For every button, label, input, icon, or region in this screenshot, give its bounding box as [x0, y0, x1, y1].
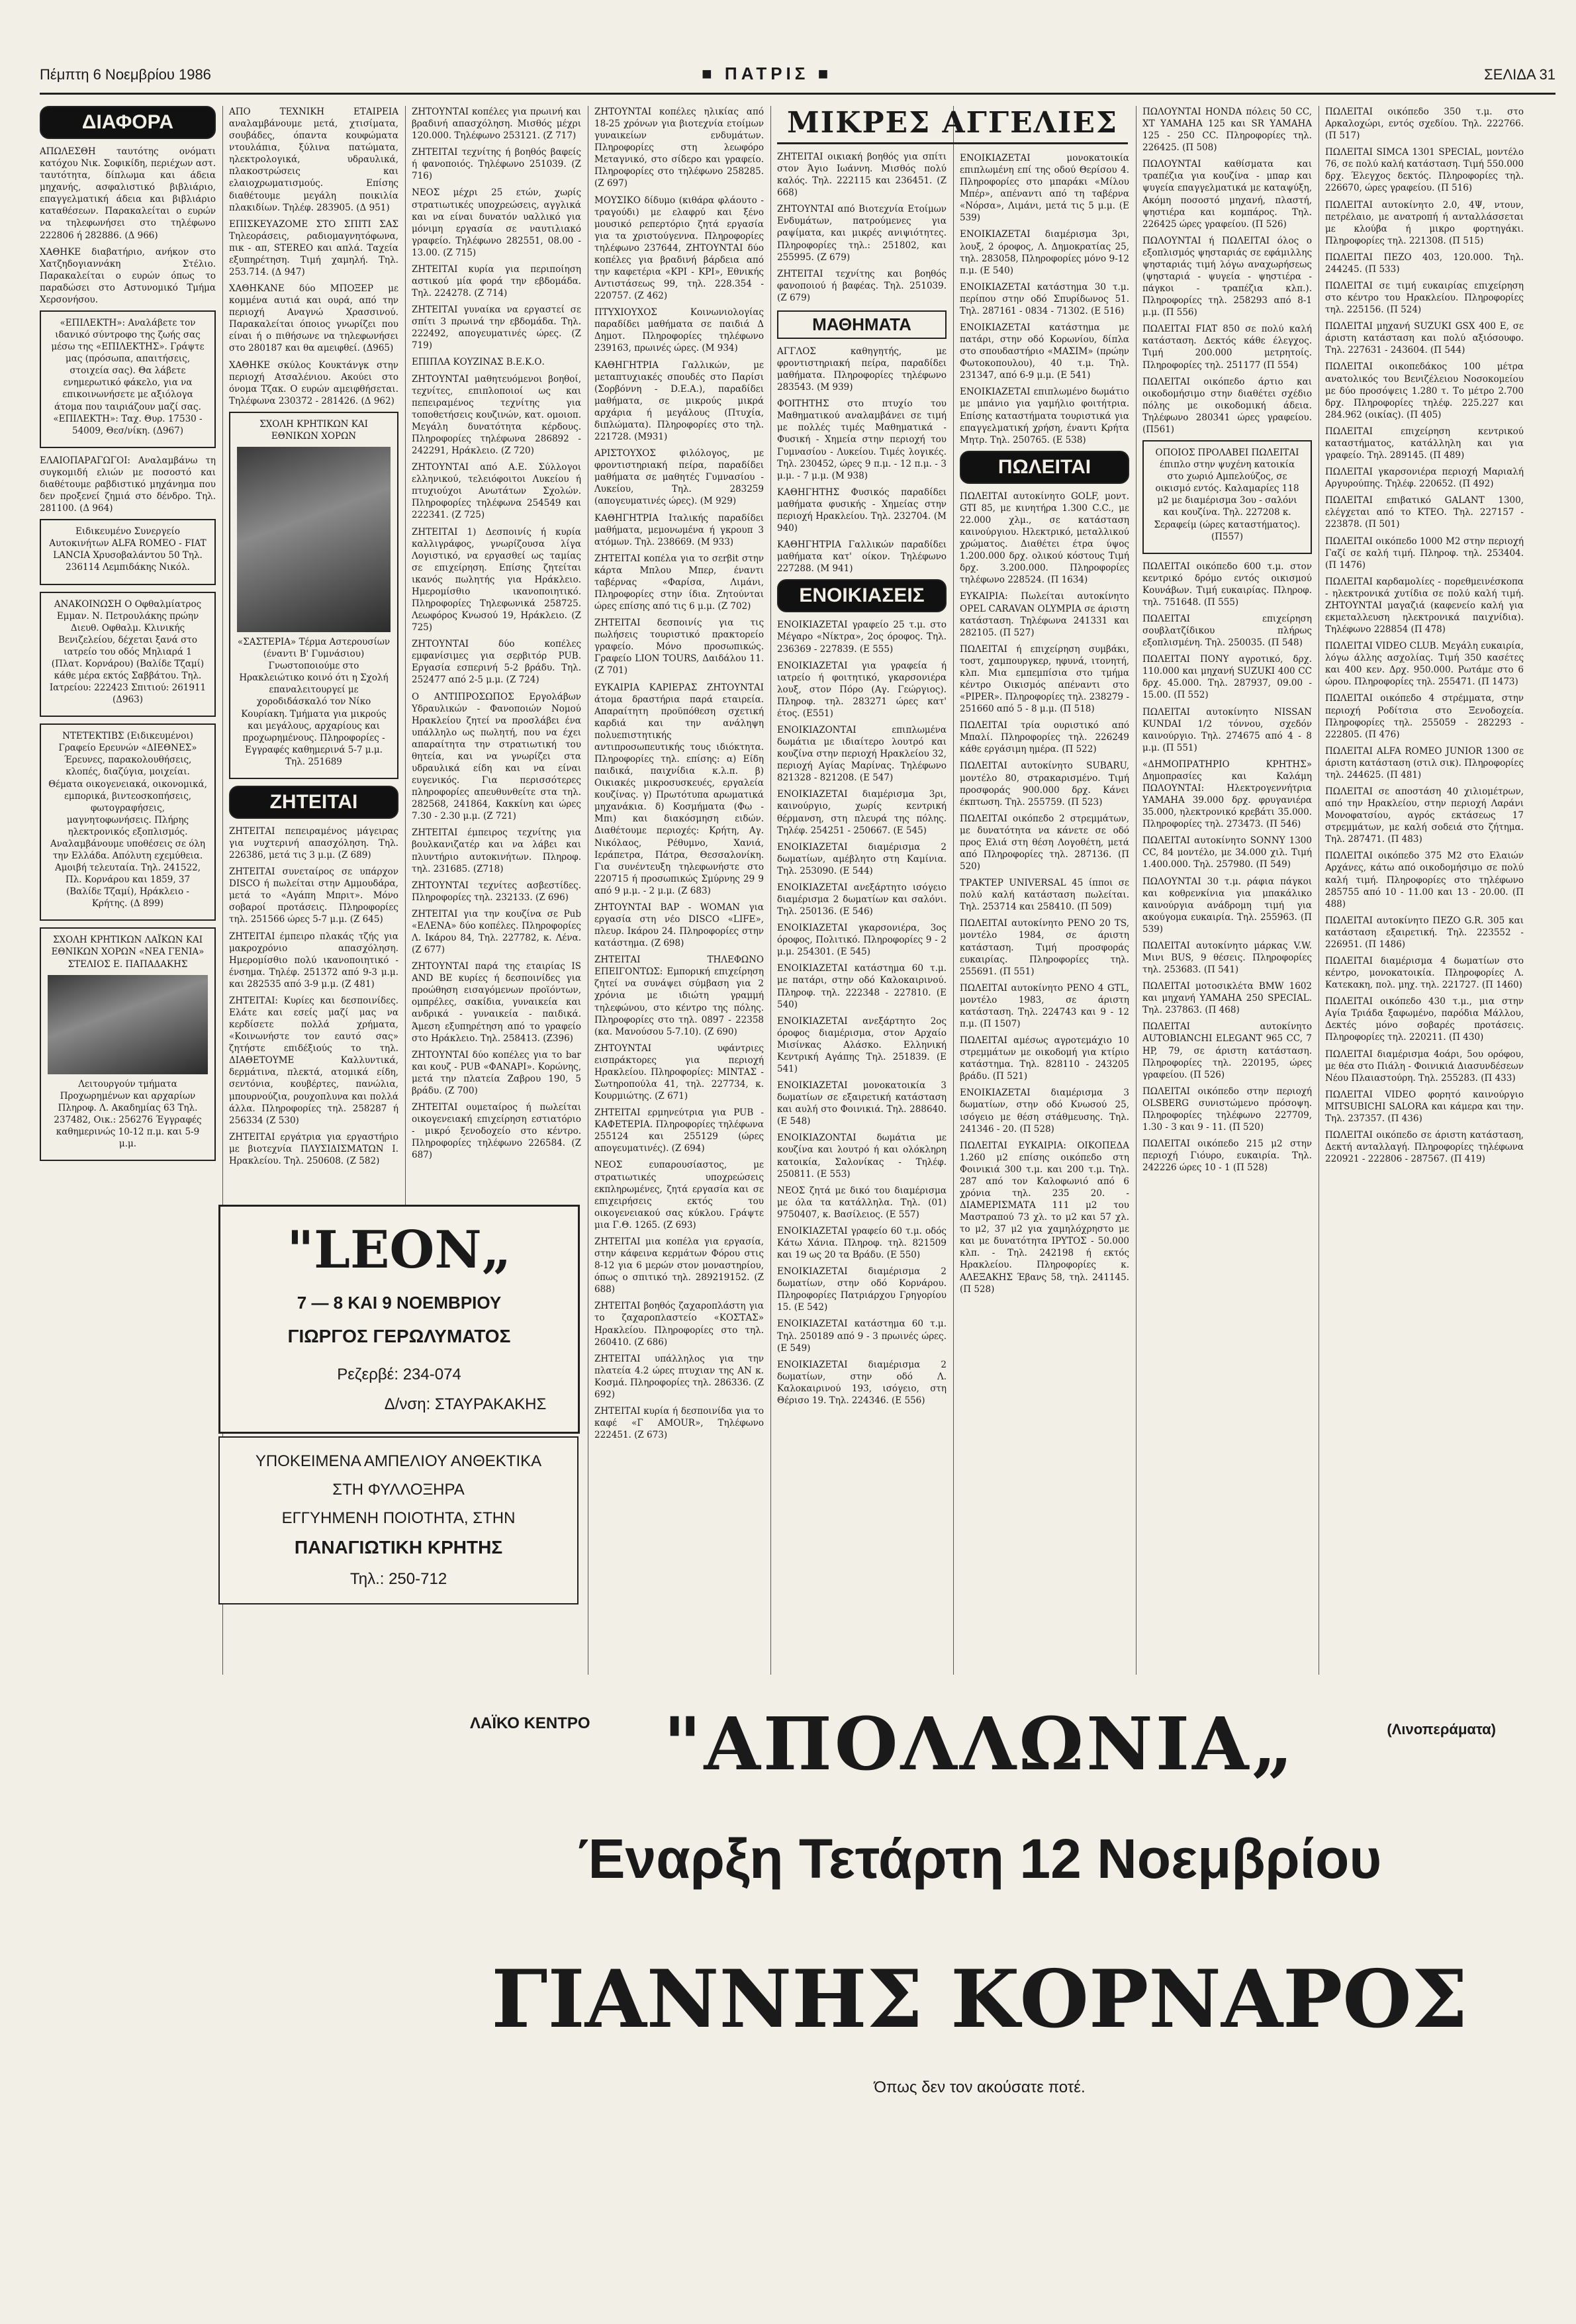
- apollonia-tagline: Όπως δεν τον ακούσατε ποτέ.: [874, 2078, 1086, 2096]
- column-7: [1142, 106, 1312, 1178]
- classified-ad: ΖΗΤΕΙΤΑΙ γυναίκα να εργαστεί σε σπίτι 3 πρωινά την εβδομάδα. Τηλ. 222492, απογευματινές ώρες. (Ζ 719): [412, 304, 581, 351]
- classified-ad: ΠΩΛΕΙΤΑΙ αυτοκίνητο ΡΕΝΟ 20 TS, μοντέλο 1984, σε άριστη κατάσταση. Τιμή προσφοράς ευκαιρίας. Πληροφορίες τηλ. 255691. (Π 551): [960, 918, 1129, 977]
- classified-ad: ΧΑΘΗΚΕ διαβατήριο, ανήκον στο Χατζηδογιαννάκη Στέλιο. Παρακαλείται ο ευρών όπως το παραδώσει στο Αστυνομικό Τμήμα Χερσονήσου.: [40, 246, 216, 305]
- classified-ad: ΠΩΛΕΙΤΑΙ ALFA ROMEO JUNIOR 1300 σε άριστη κατάσταση (στιλ σικ). Πληροφορίες τηλ. 244625. (Π 481): [1325, 745, 1524, 780]
- column-rule: [953, 106, 954, 1675]
- column-3: [412, 106, 581, 1166]
- apollonia-location: (Λινοπεράματα): [1387, 1721, 1496, 1738]
- classified-ad: ΤΡΑΚΤΕΡ UNIVERSAL 45 ίπποι σε πολύ καλή κατάσταση πωλείται. Τηλ. 253714 και 258410. (Π 509): [960, 878, 1129, 913]
- classified-ad: ΕΠΙΣΚΕΥΑΖΟΜΕ ΣΤΟ ΣΠΙΤΙ ΣΑΣ Τηλεοράσεις, ραδιομαγνητόφωνα, πικ - απ, STEREO και απλά. Ταχεία εξυπηρέτηση. Τιμή χαμηλή. Τηλ. 253.714. (Δ 947): [229, 218, 398, 278]
- classified-ad: ΚΑΘΗΓΗΤΡΙΑ Ιταλικής παραδίδει μαθήματα, μεμονωμένα ή γκρουπ 3 ατόμων. Τηλ. 238669. (Μ 933): [594, 512, 764, 547]
- section-enoikiaseis: ΕΝΟΙΚΙΑΣΕΙΣ: [777, 579, 947, 612]
- classified-ad: ΕΝΟΙΚΙΑΖΕΤΑΙ επιπλωμένο δωμάτιο με μπάνιο για γαμήλιο φοιτήτρια. Επίσης καταστήματα τουριστικά για επαγγελματική χρήση, έναντι Κρήτα Μητρ. Τηλ. 250765. (Ε 538): [960, 387, 1129, 445]
- classified-ad: ΕΝΟΙΚΙΑΖΕΤΑΙ για γραφεία ή ιατρείο ή φοιτητικό, γκαρσονιέρα λουξ, στον Πόρο (Αγ. Γεώργιος). Πληροφ. τηλ. 283271 ώρες κατ' έτος. (Ε551): [777, 660, 947, 719]
- classified-ad: ΖΗΤΕΙΤΑΙ κυρία για περιποίηση αστικού μία φορά την εβδομάδα. Τηλ. 224278. (Ζ 714): [412, 263, 581, 299]
- section-poleitai: ΠΩΛΕΙΤΑΙ: [960, 451, 1129, 484]
- vine-ad-line1: ΥΠΟΚΕΙΜΕΝΑ ΑΜΠΕΛΙΟΥ ΑΝΘΕΚΤΙΚΑ: [255, 1452, 542, 1470]
- classified-ad: ΑΠΩΛΕΣΘΗ ταυτότης ονόματι κατόχου Νικ. Σοφικίδη, περιέχων αστ. ταυτότητα, δίπλωμα και άδεια μηχανής, ασφαλιστικό βιβλιάριο, επαγγελματική άδεια και βιβλιάριο καταθέσεων. Παρακαλείται ο ευρών να τηλεφωνήσει στο τηλέφωνο 222806 ή 282886. (Δ 966): [40, 146, 216, 241]
- classified-ad: ΖΗΤΕΙΤΑΙ έμπειρος τεχνίτης για βουλκανιζατέρ και να λάβει και πλυντήριο αυτοκινήτων. Πληροφ. τηλ. 231685. (Ζ718): [412, 827, 581, 874]
- classified-ad: ΖΗΤΕΙΤΑΙ για την κουζίνα σε Pub «ΕΛΕΝΑ» δύο κοπέλες. Πληροφορίες Λ. Ικάρου 84, Τηλ. 227782, κ. Λένα. (Ζ 677): [412, 908, 581, 956]
- classified-ad: Λειτουργούν τμήματα Προχωρημένων και αρχαρίων Πληροφ. Λ. Ακαδημίας 63 Τηλ. 237482, Οικ.: 256276 Έγγραφές καθημερινώς 10-12 π.μ. και 5-9 μ.μ.: [54, 1078, 202, 1149]
- classified-ad: ΠΩΛΕΙΤΑΙ οικόπεδο 2 στρεμμάτων, με δυνατότητα να κάνετε σε οδό προς Ελιά στη θέση Λογοθέτη, μετά από Πληροφορίες τηλ. 287136. (Π 520): [960, 813, 1129, 872]
- column-1: [40, 106, 216, 1168]
- classified-ad: ΖΗΤΕΙΤΑΙ ΤΗΛΕΦΩΝΟ ΕΠΕΙΓΟΝΤΩΣ: Εμπορική επιχείρηση ζητεί να συνάψει σύμβαση για 2 χρόνια με ιδιώτη γραμμή τηλεφώνου, στο κέντρο της πόλης. Πληροφορίες στο τηλ. 0897 - 22358 (κα. Μανούσου 5-7.10). (Ζ 690): [594, 954, 764, 1037]
- classified-ad: ΠΩΛΕΙΤΑΙ αυτοκίνητο SONNY 1300 CC, 84 μοντέλο, με 34.000 χιλ. Τιμή 1.400.000. Τηλ. 257980. (Π 549): [1142, 835, 1312, 870]
- classified-ad: ΕΝΟΙΚΙΑΖΟΝΤΑΙ επιπλωμένα δωμάτια με ιδιαίτερο λουτρό και κουζίνα στην περιοχή Ηρακλείου 32, περιοχή Αγίας Μαρίνας. Τηλέφωνο 821328 - 821208. (Ε 547): [777, 724, 947, 784]
- section-zitountai: ΖΗΤΕΙΤΑΙ: [229, 786, 398, 819]
- classified-ad: ΠΩΛΟΥΝΤΑΙ HONDA πόλεις 50 CC, ΧΤ ΥΑΜΑΗΑ 125 και SR ΥΑΜΑΗΑ 125 - 250 CC. Πληροφορίες τηλ. 226425. (Π 508): [1142, 107, 1312, 154]
- classified-ad: ΖΗΤΕΙΤΑΙ κυρία ή δεσποινίδα για το καφέ «Γ AMOUR», Τηλέφωνο 222451. (Ζ 673): [594, 1405, 764, 1441]
- classified-ad: ΝΕΟΣ ευπαρουσίαστος, με στρατιωτικές υποχρεώσεις εκπληρωμένες, ζητά εργασία και σε επιχειρήσεις εκτός του οικογενειακού σας κύκλου. Γράψτε μια Γ.Θ. 1265. (Ζ 693): [594, 1160, 764, 1231]
- classified-ad: ΠΩΛΕΙΤΑΙ επιχείρηση σουβλατζίδικου πλήρως εξοπλισμένη. Τηλ. 250035. (Π 548): [1142, 613, 1312, 649]
- classified-ad: ΖΗΤΕΙΤΑΙ πεπειραμένος μάγειρας για νυχτερινή απασχόληση. Τηλ. 226386, μετά τις 3 μ.μ. (Ζ 689): [229, 825, 398, 861]
- newspaper-name: ■ ΠΑΤΡΙΣ ■: [702, 64, 833, 83]
- classified-ad: ΠΩΛΟΥΝΤΑΙ καθίσματα και τραπέζια για κουζίνα - μπαρ και ψυγεία επαγγελματικά με καταψύξη, Ακόμη ποσοστό μηχανή, πλαστή, ψηστιέρα και κομπάρος. Τηλ. 226425 ώρες γραφείου. (Π 526): [1142, 159, 1312, 230]
- column-2: [229, 106, 398, 1172]
- classified-ad: ΠΩΛΕΙΤΑΙ αυτοκίνητο ΡΕΝΟ 4 GTL, μοντέλο 1983, σε άριστη κατάσταση. Τηλ. 224743 και 9 - 12 π.μ. (Π 1507): [960, 982, 1129, 1029]
- apollonia-display-ad: [410, 1695, 1549, 2237]
- classified-ad: ΖΗΤΟΥΝΤΑΙ δύο κοπέλες για το bar και κουζ - PUB «ΦΑΝΑΡΙ». Κορώνης, μετά την πλατεία Ζαβρου 190, 5 βράδυ. (Ζ 700): [412, 1049, 581, 1096]
- classified-ad: «ΣΑΣΤΕΡΙΑ» Τέρμα Αστερουσίων (έναντι Β' Γυμνάσιου) Γνωστοποιούμε στο Ηρακλειώτικο κοινό ότι η Σχολή επαναλειτουργεί με χοροδιδάσκαλό τον Νίκο Κουρίακη. Τμήματα για μικρούς και μεγάλους, αρχαρίους και προχωρημένους. Πληροφορίες - Εγγραφές καθημερινά 5-7 μ.μ. Τηλ. 251689: [237, 637, 391, 767]
- classified-ad: ΕΝΟΙΚΙΑΖΕΤΑΙ διαμέρισμα 2 δωματίων, αμέβλητο στη Καμίνια. Τηλ. 253090. (Ε 544): [777, 841, 947, 876]
- classified-ad: ΕΝΟΙΚΙΑΖΕΤΑΙ διαμέρισμα 2 δωματίων, στην οδό Κορνάρου. Πληροφορίες Πατριάρχου Γρηγορίου 15. (Ε 542): [777, 1266, 947, 1313]
- boxed-ad: [40, 592, 216, 718]
- classified-ad: ΖΗΤΕΙΤΑΙ υπάλληλος για την πλατεία 4.2 ώρες πτυχιαν της ΑΝ κ. Κοσμά. Πληροφορίες τηλ. 286336. (Ζ 692): [594, 1353, 764, 1400]
- classified-ad: ΠΤΥΧΙΟΥΧΟΣ Κοινωνιολογίας παραδίδει μαθήματα σε παιδιά Δ Δημοτ. Πληροφορίες τηλέφωνο 239163, πρωινές ώρες. (Μ 934): [594, 307, 764, 354]
- classified-ad: ΖΗΤΕΙΤΑΙ βοηθός ζαχαροπλάστη για το ζαχαροπλαστείο «ΚΟΣΤΑΣ» Ηρακλείου. Πληροφορίες στο τηλ. 260410. (Ζ 686): [594, 1301, 764, 1348]
- page-header: [40, 66, 1555, 95]
- dancers-photo: [48, 975, 208, 1074]
- classified-ad: ΠΩΛΕΙΤΑΙ αυτοκίνητο AUTOBIANCHI ELEGANT 965 CC, 7 HP, 79, σε άριστη κατάσταση. Πληροφορίες τηλ. 220195, ώρες γραφείου. (Π 526): [1142, 1021, 1312, 1080]
- column-4: [594, 106, 764, 1446]
- classified-ad: «ΔΗΜΟΠΡΑΤΗΡΙΟ ΚΡΗΤΗΣ» Δημοπρασίες και Καλάμη ΠΩΛΟΥΝΤΑΙ: Ηλεκτρογεννήτρια ΥΑΜΑΗΑ 39.000 δρχ. φρυγανιέρα 35.000, ηλεκτρονικό κρεβάτι 35.000. Πληροφορίες τηλ. 273473. (Π 546): [1142, 759, 1312, 830]
- classified-ad: ΖΗΤΕΙΤΑΙ κοπέλα για το σεrβit στην κάρτα Μπλου Μπερ, έναντι ταβέρνας «Φαρίσα, Λιμάνι, Πληροφορίες στην ίδια. Ζητούνται ώρες επίσης από τις 6 μ.μ. (Ζ 702): [594, 553, 764, 612]
- classified-ad: ΚΑΘΗΓΗΤΡΙΑ Γαλλικών, με μεταπτυχιακές σπουδές στο Παρίσι (Σορβόννη - D.E.A.), παραδίδει μαθήματα, σε μικρούς μικρά αρχάρια ή μεγάλους (Πτυχία, διπλώματα). Πληροφορίες στο τηλ. 221728. (Μ931): [594, 359, 764, 443]
- classified-ad: «ΕΠΙΛΕΚΤΗ»: Αναλάβετε τον ιδανικό σύντροφο της ζωής σας μέσω της «ΕΠΙΛΕΚΤΗΣ». Γράψτε μας (πρόσωπα, απαιτήσεις, στοιχεία σας). Θα λάβετε ενημερωτικό φάκελο, για να επικοινωνήσετε με αξιόλογα άτομα που ταιριάζουν μαζί σας. «ΕΠΙΛΕΚΤΗ»: Ταχ. Θυρ. 17530 - 54009, Θεσ/νίκη. (Δ967): [51, 318, 205, 436]
- classified-ad: ΑΝΑΚΟΙΝΩΣΗ Ο Οφθαλμίατρος Εμμαν. Ν. Πετρουλάκης πρώην Διευθ. Οφθαλμ. Κλινικής Βενιζελείου, δέχεται ξανά στο ιατρείο του οδός Μηλιαρά 1 (Πλατ. Κορνάρου) (Βαλίδε Τζαμί) κάθε μέρα εκτός Σαββάτου. Τηλ. Ιατρείου: 222423 Σπιτιού: 261911 (Δ963): [49, 598, 207, 706]
- dance-school-title: ΣΧΟΛΗ ΚΡΗΤΙΚΩΝ ΛΑΪΚΩΝ ΚΑΙ ΕΘΝΙΚΩΝ ΧΟΡΩΝ «ΝΕΑ ΓΕΝΙΑ» ΣΤΕΛΙΟΣ Ε. ΠΑΠΑΔΑΚΗΣ: [51, 935, 205, 970]
- classified-ad: ΕΝΟΙΚΙΑΖΕΤΑΙ κατάστημα 60 τ.μ. Τηλ. 250189 από 9 - 3 πρωινές ώρες. (Ε 549): [777, 1319, 947, 1354]
- classified-ad: ΠΩΛΕΙΤΑΙ γκαρσονιέρα περιοχή Μαριαλή Αργυρούπης. Τηλέφ. 220652. (Π 492): [1325, 467, 1524, 490]
- classified-ad: ΕΝΟΙΚΙΑΖΕΤΑΙ μονοκατοικία επιπλωμένη επί της οδού Θερίσου 4. Πληροφορίες στο μπαράκι «Μίλου Μπέρ», απέναντι από τη ταβέρνα «Νόρσα», Λιμάνι, μετά τις 5 μ.μ. (Ε 539): [960, 153, 1129, 224]
- classified-ad: ΕΝΟΙΚΙΑΖΕΤΑΙ γραφείο 25 τ.μ. στο Μέγαρο «Νίκτρα», 2ος όροφος. Τηλ. 236369 - 227839. (Ε 555): [777, 620, 947, 655]
- classified-ad: ΠΩΛΕΙΤΑΙ οικοπεδάκος 100 μέτρα ανατολικός του Βενιζέλειου Νοσοκομείου με δύο προσόψεις 1.280 τ. Το μέτρο 2.700 δρχ. Πληροφορίες τηλέφ. 225.227 και 284.962 (οικίας). (Π 405): [1325, 361, 1524, 420]
- classified-ad: ΠΩΛΕΙΤΑΙ ΠΕΖΟ 403, 120.000. Τηλ. 244245. (Π 533): [1325, 252, 1524, 275]
- classified-ad: ΖΗΤΕΙΤΑΙ τεχνίτης ή βοηθός βαφείς ή φανοποιός. Τηλέφωνο 251039. (Ζ 716): [412, 147, 581, 182]
- classified-ad: ΕΥΚΑΙΡΙΑ: Πωλείται αυτοκίνητο OPEL CARAVAN OLYMPIA σε άριστη κατάσταση. Τηλέφωνα 241331 και 282105. (Π 527): [960, 591, 1129, 638]
- classified-ad: ΠΩΛΕΙΤΑΙ FIAT 850 σε πολύ καλή κατάσταση. Δεκτός κάθε έλεγχος. Τιμή 200.000 μετρητοίς. Πληροφορίες τηλ. 251177 (Π 554): [1142, 324, 1312, 371]
- vine-ad-line2: ΣΤΗ ΦΥΛΛΟΞΗΡΑ: [332, 1481, 465, 1499]
- dancer-photo: [237, 447, 391, 632]
- column-rule: [770, 106, 771, 1675]
- classified-ad: ΠΩΛΕΙΤΑΙ αυτοκίνητο NISSAN KUNDAI 1/2 τόννου, σχεδόν καινούργιο. Τηλ. 274675 από 4 - 8 μ.μ. (Π 551): [1142, 706, 1312, 753]
- classified-ad: ΠΩΛΕΙΤΑΙ αυτοκίνητο 2.0, 4Ψ, ντουν, πετρέλαιο, με ανατροπή ή ανταλλάσσεται με κλούβα ή μικρο φορτηγάκι. Πληροφορίες τηλ. 221308. (Π 515): [1325, 199, 1524, 246]
- classified-ad: ΠΩΛΕΙΤΑΙ διαμέρισμα 4 δωματίων στο κέντρο, μονοκατοικία. Πληροφορίες Λ. Κατεκακη, πολ. μηχ. τηλ. 221727. (Π 1460): [1325, 956, 1524, 991]
- classified-ad: ΕΝΟΙΚΙΑΖΕΤΑΙ γκαρσονιέρα, 3ος όροφος, Πολιτικό. Πληροφορίες 9 - 2 μ.μ. 254301. (Ε 545): [777, 923, 947, 958]
- classified-ad: ΕΠΙΠΛΑ ΚΟΥΖΙΝΑΣ Β.Ε.Κ.Ο.: [412, 357, 545, 368]
- classified-ad: ΚΑΘΗΓΗΤΡΙΑ Γαλλικών παραδίδει μαθήματα κατ' οίκον. Τηλέφωνο 227288. (Μ 941): [777, 539, 947, 575]
- classified-ad: ΠΩΛΕΙΤΑΙ τρία ουριστικό από Μπαλί. Πληροφορίες τηλ. 226249 κάθε εργάσιμη ημέρα. (Π 522): [960, 720, 1129, 755]
- classified-ad: ΠΩΛΟΥΝΤΑΙ ή ΠΩΛΕΙΤΑΙ όλος ο εξοπλισμός ψησταριάς σε εφάμιλλης ψησταριάς τιμή λόγω αναχωρήσεως (ψησταριά - ψυγεία - ψηστιέρα - πάγκοι - τραπέζια κλπ.). Πληροφορίες τηλ. 258293 από 8-1 μ.μ. (Π 556): [1142, 235, 1312, 318]
- classified-ad: ΜΟΥΣΙΚΟ δίδυμο (κιθάρα φλάουτο - τραγούδι) με ελαφρύ και ξένο μουσικό ρεπερτόριο ζητά εργασία για τα χριστούγεννα. Πληροφορίες τηλέφωνο 237644, ΖΗΤΟΥΝΤΑΙ δύο κοπέλες για βραδινή βάρδεια από την καφετέρια «ΚΡΙ - ΚΡΙ», Εθνικής Αντιστάσεως 99, τηλ. 228.354 - 220757. (Ζ 462): [594, 195, 764, 302]
- classified-ad: ΠΩΛΕΙΤΑΙ SIMCA 1301 SPECIAL, μοντέλο 76, σε πολύ καλή κατάσταση. Τιμή 550.000 δρχ. Έλεγχος δεκτός. Πληροφορίες τηλ. 226670, ώρες γραφείου. (Π 516): [1325, 147, 1524, 194]
- section-mathimata: ΜΑΘΗΜΑΤΑ: [777, 310, 947, 339]
- newspaper-page: [40, 20, 1555, 2310]
- classified-ad: ΕΝΟΙΚΙΑΖΕΤΑΙ διαμέρισμα 3ρι, λουξ, 2 όροφος, Λ. Δημοκρατίας 25, τηλ. 283058, Πληροφορίες μόνο 9-12 π.μ. (Ε 540): [960, 229, 1129, 276]
- boxed-ad: [40, 927, 216, 1161]
- classified-ad: ΠΩΛΕΙΤΑΙ διαμέρισμα 4οάρι, 5ου ορόφου, με θέα στο Πιάλη - Φοινικιά Διασυνδέσεων Νέου Πλαιαστούρη. Τηλ. 255283. (Π 433): [1325, 1048, 1524, 1084]
- classified-ad: ΖΗΤΟΥΝΤΑΙ μαθητευόμενοι βοηθοί, τεχνίτες, επιπλοποιοί ως και πεπειραμένος τεχνίτης για τοποθετήσεις κουζινών, κατ. ομοιοπ. Μεγάλη δυνατότητα κέρδους. Πληροφορίες τηλέφωνα 286892 - 242291, Ηράκλειο. (Ζ 720): [412, 373, 581, 457]
- classified-ad: ΠΩΛΕΙΤΑΙ οικόπεδο άρτιο και οικοδομήσιμο στην διαθέτει σχέδιο πόλης με οικοδομική άδεια. Τηλέφωνο 280341 ώρες γραφείου. (Π561): [1142, 376, 1312, 435]
- classified-ad: ΠΩΛΕΙΤΑΙ αμέσως αγροτεμάχιο 10 στρεμμάτων με οικοδομή για κτίριο κατάστημα. Τηλ. 828110 - 243205 βράδυ. (Π 521): [960, 1035, 1129, 1082]
- classified-ad: ΕΝΟΙΚΙΑΖΕΤΑΙ γραφείο 60 τ.μ. οδός Κάτω Χάνια. Πληροφ. τηλ. 821509 και 19 ως 20 τα Βράδυ. (Ε 550): [777, 1225, 947, 1261]
- classified-ad: ΠΩΛΕΙΤΑΙ οικόπεδο σε άριστη κατάσταση, Δεκτή ανταλλαγή. Πληροφορίες τηλέφωνα 220921 - 222806 - 287567. (Π 419): [1325, 1130, 1524, 1165]
- classified-ad: ΕΝΟΙΚΙΑΖΟΝΤΑΙ δωμάτια με κουζίνα και λουτρό ή και ολόκληρη κατοικία, Σαλονίκας - Τηλέφ. 250811. (Ε 553): [777, 1133, 947, 1180]
- classified-ad: ΕΝΟΙΚΙΑΖΕΤΑΙ ανεξάρτητο 2ος όροφος διαμέρισμα, στον Αρχαίο Μισίνκας Αλάσκο. Ελληνική Κεντρική Αγάπης Τηλ. 251839. (Ε 541): [777, 1015, 947, 1074]
- classified-ad: ΠΩΛΕΙΤΑΙ ή επιχείρηση συμβάκι, τοστ, χαμπουργκερ, ηφυνά, ιτονητή, κλπ. Μια εμπεμπίσια στο τμήμα κέντρο Οικισμός απέναντι στο «PIPER». Πληροφορίες τηλ. 238279 - 251660 από 5 - 8 μ.μ. (Π 518): [960, 643, 1129, 715]
- classified-ad: ΑΠΟ ΤΕΧΝΙΚΗ ΕΤΑΙΡΕΙΑ αναλαμβάνουμε μετά, χτισίματα, σουβάδες, όπαντα κουφώματα ντουλάπια, ξύλινα πατώματα, ηλεκτρολογικά, υδραυλικά, πλακοστρώσεις και ελαιοχρωματισμούς. Επίσης διαθέτουμε μεγάλη ποικιλία πλακιδίων. Τηλέφ. 283905. (Δ 951): [229, 107, 398, 213]
- column-6: [960, 152, 1129, 1300]
- classified-ad: ΖΗΤΟΥΝΤΑΙ ΒΑΡ - WOMAN για εργασία στη νέο DISCO «LIFE», πλευρ. Ικάρου 24. Πληροφορίες στην κατάστημα. (Ζ 698): [594, 902, 764, 949]
- classified-ad: ΠΩΛΕΙΤΑΙ επιχείρηση κεντρικού καταστήματος, κατάλληλη και για γραφείο. Τηλ. 289145. (Π 489): [1325, 426, 1524, 461]
- classified-ad: ΠΩΛΕΙΤΑΙ σε τιμή ευκαιρίας επιχείρηση στο κέντρο του Ηρακλείου. Πληροφορίες τηλ. 225156. (Π 524): [1325, 281, 1524, 316]
- classified-ad: ΕΝΟΙΚΙΑΖΕΤΑΙ ανεξάρτητο ισόγειο διαμέρισμα 2 δωματίων και σαλόνι. Τηλ. 250136. (Ε 546): [777, 882, 947, 917]
- section-diafora: ΔΙΑΦΟΡΑ: [40, 106, 216, 139]
- apollonia-artist: ΓΙΑΝΝΗΣ ΚΟΡΝΑΡΟΣ: [491, 1953, 1468, 2046]
- classified-ad: Ο ΑΝΤΙΠΡΟΣΩΠΟΣ Εργολάβων Υδραυλικών - Φανοποιών Νομού Ηρακλείου ζητεί να προσλάβει ένα υπάλληλο ως πωλητή, που να έχει απαραίτητα την στρατιωτική του θητεία, και να γνωρίζει στα υδραυλικά είδη και να είναι ευγενικός. Για περισσότερες πληροφορίες απευθυνθείτε στα τηλ. 282568, 241864, Κακκίνη και ώρες 7.30 - 2.30 μ.μ. (Ζ 721): [412, 691, 581, 822]
- classified-ad: ΠΩΛΕΙΤΑΙ οικόπεδο 600 τ.μ. στον κεντρικό δρόμο εντός οικισμού Κουνάβων. Τιμή ευκαιρίας. Πληροφ. τηλ. 751648. (Π 555): [1142, 561, 1312, 608]
- classified-ad: ΠΩΛΕΙΤΑΙ σε αποστάση 40 χιλιομέτρων, από την Ηρακλείου, στην περιοχή Λαράνι Μονοφατσίου, αγρός εκτάσεως 17 στρεμμάτων, με καλή σοδειά στο ζήτημα. Τηλ. 287471. (Π 483): [1325, 786, 1524, 845]
- classified-ad: ΠΩΛΕΙΤΑΙ οικόπεδο στην περιοχή OLSBERG συνιστώμενο πρόσοψη. Πληροφορίες τηλέφωνο 227709, 1.30 - 3 και 9 - 11. (Π 520): [1142, 1086, 1312, 1133]
- classified-ad: ΕΛΑΙΟΠΑΡΑΓΩΓΟΙ: Αναλαμβάνω τη συγκομιδή ελιών με ποσοστό και διαθέτουμε ραβδιστικό μηχάνημα που δεν προξενεί ζημιά στο δένδρο. Τηλ. 281100. (Δ 964): [40, 455, 216, 514]
- classified-ad: ΠΩΛΕΙΤΑΙ αυτοκίνητο μάρκας V.W. Μινι BUS, 9 θέσεις. Πληροφορίες τηλ. 253683. (Π 541): [1142, 940, 1312, 976]
- leon-name: "LEON„: [287, 1220, 512, 1280]
- classified-ad: ΑΡΙΣΤΟΥΧΟΣ φιλόλογος, με φροντιστηριακή πείρα, παραδίδει μαθήματα σε μαθητές Γυμνασίου - Λυκείου, Τηλ. 283259 (απογευματινές ώρες). (Μ 929): [594, 448, 764, 507]
- classified-ad: ΖΗΤΕΙΤΑΙ μια κοπέλα για εργασία, στην κάφεινα κερμάτων Φόρου στις 8-12 για 6 μερών στον μοναστηρίου, όπως ο σπιτικό τηλ. 289219152. (Ζ 688): [594, 1236, 764, 1295]
- classified-ad: ΝΤΕΤΕΚΤΙΒΣ (Ειδικευμένοι) Γραφείο Ερευνών «ΔΙΕΘΝΕΣ» Έρευνες, παρακολουθήσεις, κλοπές, διαζύγια, μοιχείαι. Θέματα οικογενειακά, οικονομικά, εμπορικά, βιντεοσκοπήσεις, φωτογραφήσεις, μαγνητοφωνήσεις. Πλήρης ηλεκτρονικός εξοπλισμός. Αναλαμβάνουμε υποθέσεις σε όλη την Ελλάδα. Απόλυτη εχεμύθεια. Αμοιβή τελευταία. Τηλ. 241522, Πλ. Κορνάρου και 1859, 37 (Βαλίδε Τζαμί), Ηράκλειο - Κρήτης. (Δ 899): [48, 731, 207, 909]
- leon-reservations: Ρεζερβέ: 234-074: [337, 1366, 461, 1383]
- vine-ad-line4: ΠΑΝΑΓΙΩΤΙΚΗ ΚΡΗΤΗΣ: [294, 1537, 503, 1557]
- classified-ad: ΖΗΤΕΙΤΑΙ: Κυρίες και δεσποινίδες. Ελάτε και εσείς μαζί μας να κερδίσετε πολλά χρήματα, «Κοινωνήστε τον εαυτό σας» ζητήστε επιδέξιούς το τηλ. ΔΙΑΘΕΤΟΥΜΕ Καλλυντικά, δερμάτινα, πλεκτά, ατομικά είδη, σεντόνια, κουβέρτες, πανώλια, μπουρνούζια, ρουχοπλυνα και πολλά άλλα. Πληροφορίες τηλ. 258287 ή 256334 (Ζ 530): [229, 995, 398, 1126]
- classified-ad: ΕΝΟΙΚΙΑΖΕΤΑΙ διαμέρισμα 3 δωματίων, στην οδό Κνωσού 25, ισόγειο με θέση στάθμευσης. Τηλ. 241346 - 20. (Π 528): [960, 1088, 1129, 1135]
- classified-ad: ΕΝΟΙΚΙΑΖΕΤΑΙ διαμέρισμα 2 δωματίων, στην οδό Λ. Καλοκαιρινού 193, ισόγειο, στη Θέρισο 19. Τηλ. 224346. (Ε 556): [777, 1359, 947, 1406]
- classified-ad: ΠΩΛΕΙΤΑΙ οικόπεδο 350 τ.μ. στο Αρκαλοχώρι, εντός σχεδίου. Τηλ. 222766. (Π 517): [1325, 107, 1524, 142]
- classified-ad: ΖΗΤΕΙΤΑΙ έμπειρο πλακάς τζής για μακροχρόνιο απασχόληση. Ημερομίσθιο πολύ ικανοποιητικό - ένσημα. Τηλέφ. 251372 από 9-3 μ.μ. και 282535 από 3-9 μ.μ. (Z 481): [229, 931, 398, 990]
- section-mikres-aggelies: ΜΙΚΡΕΣ ΑΓΓΕΛΙΕΣ: [777, 106, 1128, 144]
- classified-ad: ΖΗΤΕΙΤΑΙ ουμεταίρος ή πωλείται οικογενειακή επιχείρηση εστιατόριο - μικρό ξενοδοχείο στο κέντρο. Πληροφορίες τηλέφωνο 226584. (Ζ 687): [412, 1102, 581, 1161]
- page-number: ΣΕΛΙΔΑ 31: [1484, 66, 1555, 83]
- classified-ad: ΖΗΤΕΙΤΑΙ συνεταίρος σε υπάρχον DISCO ή πωλείται στην Αμμουδάρα, μετά το «Αγάπη Μπριτ». Μόνο σοβαροί προτάσεις. Πληροφορίες τηλ. 251566 ώρες 5-7 μ.μ. (Ζ 645): [229, 866, 398, 925]
- dance-school-title: ΣΧΟΛΗ ΚΡΗΤΙΚΩΝ ΚΑΙ ΕΘΝΙΚΩΝ ΧΟΡΩΝ: [259, 418, 368, 442]
- classified-ad: ΖΗΤΟΥΝΤΑΙ παρά της εταιρίας IS AND BE κυρίες ή δεσποινίδες για προώθηση εισαγόμενων προϊόντων, ομπρέλες, σακίδια, γυναικεία και ανδρικά - γυναικεία - παιδικά. Άμεση εξυπηρέτηση από το γραφείο στο Ηράκλειο. Τηλ. 258413. (Ζ396): [412, 961, 581, 1044]
- classified-ad: ΖΗΤΕΙΤΑΙ εργάτρια για εργαστήριο με βιοτεχνία ΠΛΥΣΙΔΙΣΜΑΤΩΝ Ι. Ηρακλείου. Τηλ. 250608. (Ζ 582): [229, 1131, 398, 1166]
- classified-ad: ΚΑΘΗΓΗΤΗΣ Φυσικός παραδίδει μαθήματα φυσικής - Χημείας στην περιοχή Ηρακλείου. Τηλ. 232704. (Μ 940): [777, 487, 947, 534]
- classified-ad: ΕΝΟΙΚΙΑΖΕΤΑΙ διαμέρισμα 3ρι, καινούργιο, χωρίς κεντρική θέρμανση, στη πλευρά της πόλης. Τηλέφ. 254251 - 250667. (Ε 545): [777, 789, 947, 836]
- classified-ad: ΠΩΛΕΙΤΑΙ αυτοκίνητο ΠΕΖΟ G.R. 305 και κατάσταση εξαιρετική. Τηλ. 223552 - 226951. (Π 1486): [1325, 915, 1524, 950]
- classified-ad: ΖΗΤΟΥΝΤΑΙ κοπέλες για πρωινή και βραδινή απασχόληση. Μισθός μέχρι 120.000. Τηλέφωνο 253121. (Ζ 717): [412, 107, 581, 142]
- classified-ad: ΠΩΛΕΙΤΑΙ καρδαμολίες - πορεθμεινέσκοπα - ηλεκτρονικά χυτίδια σε πολύ καλή τιμή. ΖΗΤΟΥΝΤΑΙ μαγαζιά (καφενείο καλή για εκμεταλλευση ηλεκτρονικά παιχνίδια). Τηλέφωνο 228854 (Π 478): [1325, 576, 1524, 635]
- leon-artist: ΓΙΩΡΓΟΣ ΓΕΡΩΛΥΜΑΤΟΣ: [287, 1326, 511, 1346]
- classified-ad: ΠΩΛΕΙΤΑΙ ΕΥΚΑΙΡΙΑ: ΟΙΚΟΠΕΔΑ 1.260 μ2 επίσης οικόπεδο στη Φοινικιά 300 τ.μ. και 200 τ.μ. Τηλ. 287 από τον Καλοφωνιό από 6 χρόνια τηλ. 235 20. - ΔΙΑΜΕΡΙΣΜΑΤΑ 111 μ2 του Μαστραπού 73 χλ. το μ2 και 57 χλ. το μ2, 37 μ2 για χαμηλόχρηστο με και με δυνατότητα ΙΡΥΤΟΣ - 50.000 κλπ. - Τηλ. 242198 ή εκτός Ηρακλείου. Πληροφορίες κ. ΑΛΕΞΑΚΗΣ Έβανς 58, τηλ. 241145. (Π 528): [960, 1140, 1129, 1295]
- leon-dates: 7 — 8 ΚΑΙ 9 ΝΟΕΜΒΡΙΟΥ: [297, 1293, 502, 1313]
- classified-ad: ΦΟΙΤΗΤΗΣ στο πτυχίο του Μαθηματικού αναλαμβάνει σε τιμή με πολλές τιμές Μαθηματικά - Φυσική - Χημεία στην περιοχή του Γυμνασίου - Λυκείου. Τιμές λογικές. Τηλ. 230452, ώρες 9 π.μ. - 12 π.μ. - 3 μ.μ. - 7 μ.μ. (Μ 938): [777, 398, 947, 481]
- classified-ad: ΖΗΤΕΙΤΑΙ 1) Δεσποινίς ή κυρία καλλιγράφος, γνωρίζουσα λίγα Λογιστικό, να εργασθεί ως ταμίας σε επιχείρηση. Επίσης ζητείται ικανός πωλητής για Ηράκλειο. Ημερομίσθιο ικανοποιητικό. Πληροφορίες Τηλεφωνικά 258725. Λεωφόρος Κνωσού 19, Ηράκλειο. (Ζ 725): [412, 526, 581, 633]
- classified-ad: ΠΩΛΕΙΤΑΙ οικόπεδο 1000 Μ2 στην περιοχή Γαζί σε καλή τιμή. Πληροφ. τηλ. 253404. (Π 1476): [1325, 535, 1524, 571]
- classified-ad: ΖΗΤΕΙΤΑΙ δεσποινίς για τις πωλήσεις τουριστικό πρακτορείο γραφείο. Μόνο προσωπικώς. Γραφείο LION TOURS, Δαιδάλου 11. (Ζ 701): [594, 618, 764, 676]
- classified-ad: ΟΠΟΙΟΣ ΠΡΟΛΑΒΕΙ ΠΩΛΕΙΤΑΙ έπιπλο στην ψυχένη κατοικία στο χωριό Αμπελούζος, σε οικισμό εντός. Καλαμαρίες 118 μ2 με διαμέρισμα 3ου - σαλόνι και κουζίνα. Τηλ. 227208 κ. Σεραφείμ (ώρες καταστήματος). (Π557): [1154, 447, 1301, 542]
- vine-rootstock-ad: [218, 1436, 579, 1604]
- classified-ad: ΖΗΤΕΙΤΑΙ οικιακή βοηθός για σπίτι στον Άγιο Ιωάννη. Μισθός πολύ καλός. Τηλ. 222115 και 236451. (Ζ 668): [777, 152, 947, 199]
- classified-ad: ΖΗΤΟΥΝΤΑΙ υφάντριες εισπράκτορες για περιοχή Ηρακλείου. Πληροφορίες: ΜΙΝΤΑΣ - Σωτηροπούλα 41, τηλ. 227734, κ. Κουρμιώτης. (Ζ 671): [594, 1043, 764, 1102]
- classified-ad: ΖΗΤΕΙΤΑΙ τεχνίτης και βοηθός φανοποιού ή βαφέας. Τηλ. 251039. (Ζ 679): [777, 268, 947, 303]
- vine-ad-line3: ΕΓΓΥΗΜΕΝΗ ΠΟΙΟΤΗΤΑ, ΣΤΗΝ: [281, 1509, 516, 1527]
- classified-ad: ΠΩΛΕΙΤΑΙ οικόπεδο 4 στρέμματα, στην περιοχή Ροδίτσια στο Ξενοδοχεία. Πληροφορίες τηλ. 255059 - 282293 - 222805. (Π 476): [1325, 693, 1524, 740]
- classified-ad: ΖΗΤΟΥΝΤΑΙ τεχνίτες ασβεστίδες. Πληροφορίες τηλ. 232133. (Ζ 696): [412, 880, 581, 903]
- column-8: [1325, 106, 1524, 1170]
- column-rule: [405, 106, 406, 1231]
- classified-ad: ΕΥΚΑΙΡΙΑ ΚΑΡΙΕΡΑΣ ΖΗΤΟΥΝΤΑΙ άτομα δραστήρια παρά εταιρεία. Απαραίτητη προϋπόθεση σχετική καρδιά και την ανάληψη πολυεπιστητικής αντιπροσωπευτικής τους ιδιόκτητα. Πληροφορίες τηλ. επίσης: α) Είδη παιδικά, παιχνίδια κ.λ.π. β) Οικιακές μικροσυσκευές, εργαλεία κουζίνας. γ) Πρωτότυπα αρωματικά μηχανάκια. δ) Κοσμήματα (Φω - Μπι) και διακόσμηση ειδών. Διαθέτουμε περιοχές: Κρήτη, Αγ. Νικόλαος, Ρέθυμνο, Χανιά, Ιεράπετρα, Πάτρα, Θεσσαλονίκη. Για συνέντευξη τηλεφωνήστε στο 220715 ή προσωπικώς Σμύρνης 29 9 από 9 μ.μ. - 2 μ.μ. (Ζ 683): [594, 682, 764, 896]
- classified-ad: ΠΩΛΕΙΤΑΙ VIDEO CLUB. Μεγάλη ευκαιρία, λόγω άλλης ασχολίας. Τιμή 350 κασέτες και 400 κεν. Δρχ. 950.000. Ρωτάμε στο 6 ώρου. Πληροφορίες τηλ. 255471. (Π 1473): [1325, 641, 1524, 688]
- leon-management: Δ/νση: ΣΤΑΥΡΑΚΑΚΗΣ: [384, 1395, 547, 1413]
- classified-ad: ΖΗΤΟΥΝΤΑΙ κοπέλες ηλικίας από 18-25 χρόνων για βιοτεχνία ετοίμων γυναικείων ενδυμάτων. Πληροφορίες στη λεωφόρο Μεταγνικό, στο σίδερο και γραφείο. Πληροφορίες στο τηλέφωνο 258285. (Ζ 697): [594, 107, 764, 189]
- classified-ad: ΝΕΟΣ μέχρι 25 ετών, χωρίς στρατιωτικές υποχρεώσεις, αγγλικά και να είναι δυνατόν υαλλικό για μόνιμη εργασία σε ναυτιλιακό γραφείο. Τηλέφωνο 282551, 08.00 - 13.00. (Ζ 715): [412, 187, 581, 258]
- classified-ad: ΖΗΤΕΙΤΑΙ ερμηνεύτρια για PUB - ΚΑΦΕΤΕΡΙΑ. Πληροφορίες τηλέφωνα 255124 και 255129 (ώρες απογευματινές). (Ζ 694): [594, 1107, 764, 1154]
- apollonia-name: "ΑΠΟΛΛΩΝΙΑ„: [663, 1701, 1296, 1787]
- classified-ad: ΠΩΛΕΙΤΑΙ οικόπεδο 375 Μ2 στο Ελαιών Αρχάνες, κάτω από οικοδομήσιμο σε πολύ καλή τιμή. Πληροφορίες στο τηλέφωνο 285755 από 10 - 11.00 και 13 - 20.00. (Π 488): [1325, 851, 1524, 909]
- apollonia-opening: Έναρξη Τετάρτη 12 Νοεμβρίου: [577, 1828, 1382, 1890]
- classified-ad: ΠΩΛΕΙΤΑΙ μοτοσικλέτα BMW 1602 και μηχανή ΥΑΜΑΗΑ 250 SPECIAL. Τηλ. 237863. (Π 468): [1142, 981, 1312, 1016]
- classified-ad: Ειδικευμένο Συνεργείο Αυτοκινήτων ALFA ROMEO - FIAT LANCIA Χρυσοβαλάντου 50 Τηλ. 236114 Λεμπιδάκης Νικόλ.: [49, 526, 207, 573]
- apollonia-venue: ΛΑΪΚΟ ΚΕΝΤΡΟ: [470, 1714, 590, 1732]
- classified-ad: ΧΑΘΗΚΑΝΕ δύο ΜΠΟΞΕΡ με κομμένα αυτιά και ουρά, από την περιοχή Αναγνώ Χρασσινού. Παρακαλείται όποιος γνωρίζει που είναι ή ο πιθήσωνε να τηλεφωνήσει στο 280187 και θα αμειφθεί. (Δ965): [229, 283, 398, 354]
- classified-ad: ΠΩΛΕΙΤΑΙ μηχανή SUZUKI GSX 400 E, σε άριστη κατάσταση και πολύ αξιόσουφο. Τηλ. 227631 - 243604. (Π 544): [1325, 321, 1524, 356]
- classified-ad: ΠΩΛΟΥΝΤΑΙ 30 τ.μ. ράφια πάγκοι και κοθρενκίνια για μπακάλικο καινούργια ανάδρομη τιμή για ακούγομα ευκαιρία. Τηλ. 255963. (Π 539): [1142, 876, 1312, 935]
- classified-ad: ΖΗΤΟΥΝΤΑΙ από Βιοτεχνία Ετοίμων Ενδυμάτων, πατρούμενες για ραψίματα, και μικρές ανιψιότητες. Πληροφορίες τηλ.: 251802, και 255995. (Ζ 679): [777, 204, 947, 263]
- classified-ad: ΖΗΤΟΥΝΤΑΙ από Α.Ε. Σύλλογοι ελληνικού, τελειόφοιτοι Λυκείου ή πτυχιούχοι Ανωτάτων Σχολών. Πληροφορίες τηλέφωνα 254549 και 222341. (Ζ 725): [412, 462, 581, 521]
- classified-ad: ΕΝΟΙΚΙΑΖΕΤΑΙ κατάστημα με πατάρι, στην οδό Κορωνίου, δίπλα στο σπουδαστήριο «ΜΑΣΙΜ» (πρώην Φωτοκοπουλου), 40 τ.μ. Τηλ. 231347, από 6-9 μ.μ. (Ε 541): [960, 322, 1129, 381]
- classified-ad: ΝΕΟΣ ζητά με δικό του διαμέρισμα με όλα τα κατάλληλα. Τηλ. (01) 9750407, κ. Βασίλειος. (Ε 557): [777, 1185, 947, 1220]
- classified-ad: ΠΩΛΕΙΤΑΙ οικόπεδο 215 μ2 στην περιοχή Γιόυρο, ευκαιρία. Τηλ. 242226 ώρες 10 - 1 (Π 528): [1142, 1139, 1312, 1174]
- boxed-ad: [40, 519, 216, 584]
- vine-ad-phone: Τηλ.: 250-712: [349, 1570, 447, 1588]
- classified-ad: ΠΩΛΕΙΤΑΙ επιβατικό GALANT 1300, ελέγχεται από το ΚΤΕΟ. Τηλ. 227157 - 223878. (Π 501): [1325, 495, 1524, 530]
- boxed-ad: [40, 723, 216, 921]
- classified-ad: ΕΝΟΙΚΙΑΖΕΤΑΙ κατάστημα 60 τ.μ. με πατάρι, στην οδό Καλοκαιρινού. Πληροφ. τηλ. 222348 - 227810. (Ε 540): [777, 963, 947, 1010]
- leon-display-ad: [218, 1205, 580, 1434]
- classified-ad: ΠΩΛΕΙΤΑΙ αυτοκίνητο GOLF, μοντ. GTI 85, με κινητήρα 1.300 C.C., με 22.000 χλμ., σε κατάσταση καινούργιου. Ηλεκτρικό, μεταλλικού χρώματος. Διαθέτει έτρα ύψος 1.200.000 δρχ. ολικού κόστους Τιμή δρχ. 3.200.000. Πληροφορίες τηλέφωνο 228524. (Π 1634): [960, 490, 1129, 586]
- boxed-ad: [229, 412, 398, 779]
- classified-ad: ΕΝΟΙΚΙΑΖΕΤΑΙ κατάστημα 30 τ.μ. περίπου στην οδό Σπυρίδωνος 51. Τηλ. 287161 - 0834 - 71302. (Ε 516): [960, 281, 1129, 316]
- classified-ad: ΖΗΤΟΥΝΤΑΙ δύο κοπέλες εμφανίσιμες για σερβιτόρ PUB. Εργασία εσπερινή 5-2 βράδυ. Τηλ. 252477 από 2-5 μ.μ. (Ζ 724): [412, 639, 581, 686]
- classified-ad: ΠΩΛΕΙΤΑΙ οικόπεδο 430 τ.μ., μια στην Αγία Τριάδα ξαφωμένο, παρόδια Μάλλου, Δεκτές μόνο σοβαρές προτάσεις. Πληροφορίες τηλ. 220211. (Π 430): [1325, 996, 1524, 1043]
- classified-ad: ΕΝΟΙΚΙΑΖΕΤΑΙ μονοκατοικία 3 δωματίων σε εξαιρετική κατάσταση και αυλή στο Φοινικιά. Τηλ. 288640. (Ε 548): [777, 1080, 947, 1127]
- classified-ad: ΠΩΛΕΙΤΑΙ αυτοκίνητο SUBARU, μοντέλο 80, στρακαρισμένο. Τιμή προσφοράς 900.000 δρχ. Κάνει έκπτωση. Τηλ. 255759. (Π 523): [960, 761, 1129, 808]
- issue-date: Πέμπτη 6 Νοεμβρίου 1986: [40, 66, 211, 83]
- classified-ad: ΧΑΘΗΚΕ σκύλος Κουκτάνγκ στην περιοχή Ατσαλένιου. Ακούει στο όνομα Τζακ. Ο ευρών αμειφθήσεται. Τηλέφωνα 230372 - 281426. (Δ 962): [229, 359, 398, 406]
- classified-ad: ΑΓΓΛΟΣ καθηγητής, με φροντιστηριακή πείρα, παραδίδει μαθήματα. Πληροφορίες τηλέφωνο 283543. (Μ 939): [777, 346, 947, 393]
- boxed-ad: [1142, 440, 1312, 554]
- boxed-ad: [40, 310, 216, 448]
- classified-ad: ΠΩΛΕΙΤΑΙ ΠΟΝΥ αγροτικό, δρχ. 110.000 και μηχανή SUZUKI 400 CC δρχ. 45.000. Τηλ. 287937, 09.00 - 15.00. (Π 552): [1142, 654, 1312, 701]
- classified-ad: ΠΩΛΕΙΤΑΙ VIDEO φορητό καινούργιο MITSUBICHI SALORA και κάμερα και την. Τηλ. 237357. (Π 436): [1325, 1089, 1524, 1124]
